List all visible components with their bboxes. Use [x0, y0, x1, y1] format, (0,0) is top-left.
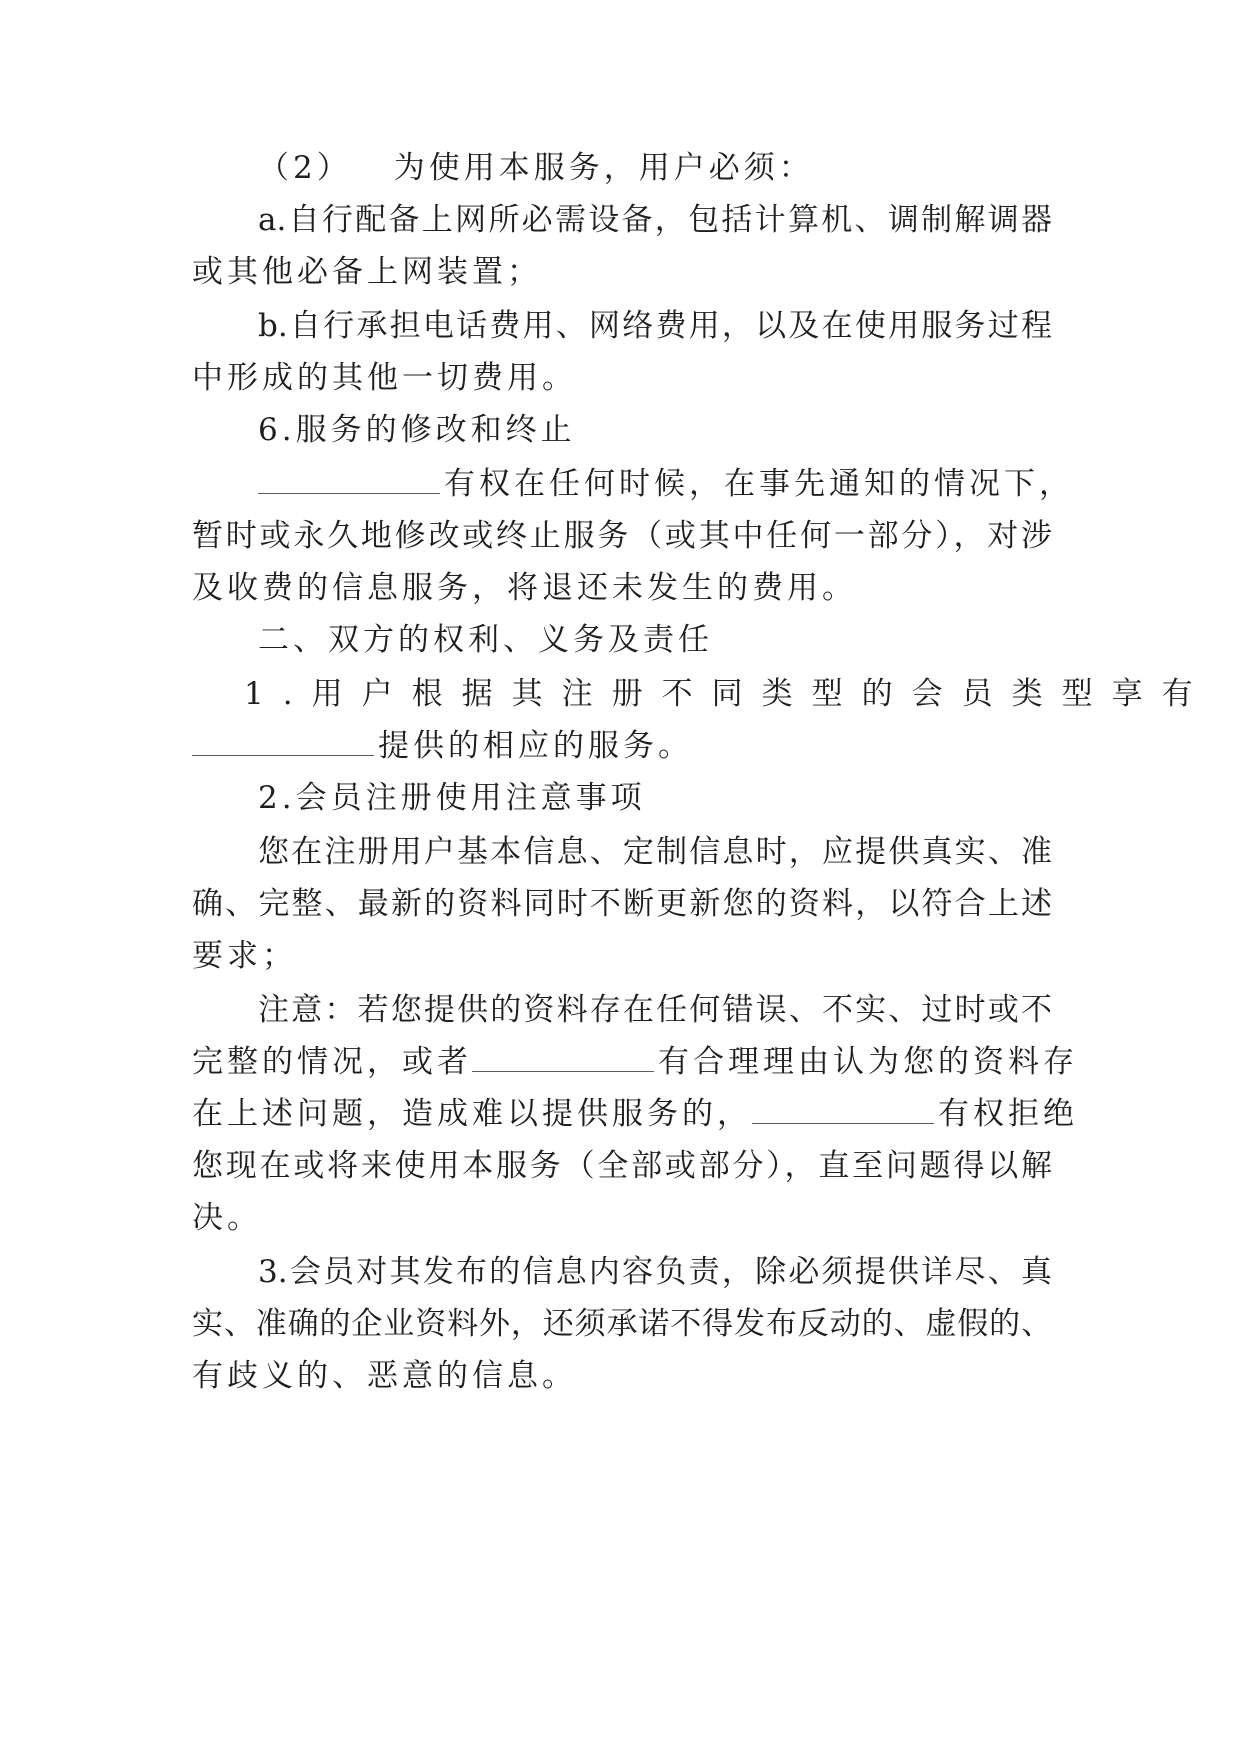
- fill-blank: [472, 1041, 654, 1072]
- paragraph-line: 要求；: [192, 938, 297, 974]
- paragraph-line: b.自行承担电话费用、网络费用，以及在使用服务过程: [258, 308, 1052, 344]
- item-number: （2）: [258, 150, 352, 186]
- paragraph-line: 暂时或永久地修改或终止服务（或其中任何一部分），对涉: [192, 518, 1052, 554]
- section-heading: 二、双方的权利、义务及责任: [258, 622, 713, 658]
- section-heading: 6.服务的修改和终止: [258, 412, 576, 448]
- line-text: 在上述问题，造成难以提供服务的，: [192, 1096, 752, 1132]
- paragraph-line: 您在注册用户基本信息、定制信息时，应提供真实、准: [258, 834, 1052, 870]
- paragraph-line: [192, 1040, 1078, 1084]
- paragraph-line: [192, 724, 1052, 768]
- fill-blank: [258, 463, 440, 494]
- paragraph-line: 实、准确的企业资料外，还须承诺不得发布反动的、虚假的、: [192, 1306, 1052, 1342]
- paragraph-line: 中形成的其他一切费用。: [192, 360, 577, 396]
- line-text: 有合理理由认为您的资料存: [658, 1044, 1078, 1080]
- paragraph-line: [192, 1092, 1078, 1136]
- paragraph-line: 确、完整、最新的资料同时不断更新您的资料，以符合上述: [192, 886, 1052, 922]
- paragraph-line: 有歧义的、恶意的信息。: [192, 1358, 577, 1394]
- line-text: 为使用本服务，用户必须：: [393, 150, 814, 186]
- paragraph-line: 1.用户根据其注册不同类型的会员类型享有: [244, 676, 1212, 712]
- paragraph-line: 3.会员对其发布的信息内容负责，除必须提供详尽、真: [258, 1254, 1052, 1290]
- line-text: 有权拒绝: [938, 1096, 1078, 1132]
- paragraph-line: a.自行配备上网所必需设备，包括计算机、调制解调器: [258, 202, 1052, 238]
- line-text: 完整的情况，或者: [192, 1044, 472, 1080]
- paragraph-line: 或其他必备上网装置；: [192, 254, 542, 290]
- paragraph-line: 及收费的信息服务，将退还未发生的费用。: [192, 570, 857, 606]
- line-text: 提供的相应的服务。: [378, 728, 693, 764]
- section-heading: 2.会员注册使用注意事项: [258, 780, 646, 816]
- fill-blank: [192, 725, 374, 756]
- paragraph-line: 注意：若您提供的资料存在任何错误、不实、过时或不: [258, 992, 1052, 1028]
- paragraph-line: 您现在或将来使用本服务（全部或部分），直至问题得以解: [192, 1148, 1052, 1184]
- line-text: 有权在任何时候，在事先通知的情况下，: [444, 466, 1074, 502]
- fill-blank: [752, 1093, 934, 1124]
- paragraph-line: 决。: [192, 1200, 262, 1236]
- paragraph-line: [258, 146, 1052, 190]
- paragraph-line: [258, 462, 1074, 506]
